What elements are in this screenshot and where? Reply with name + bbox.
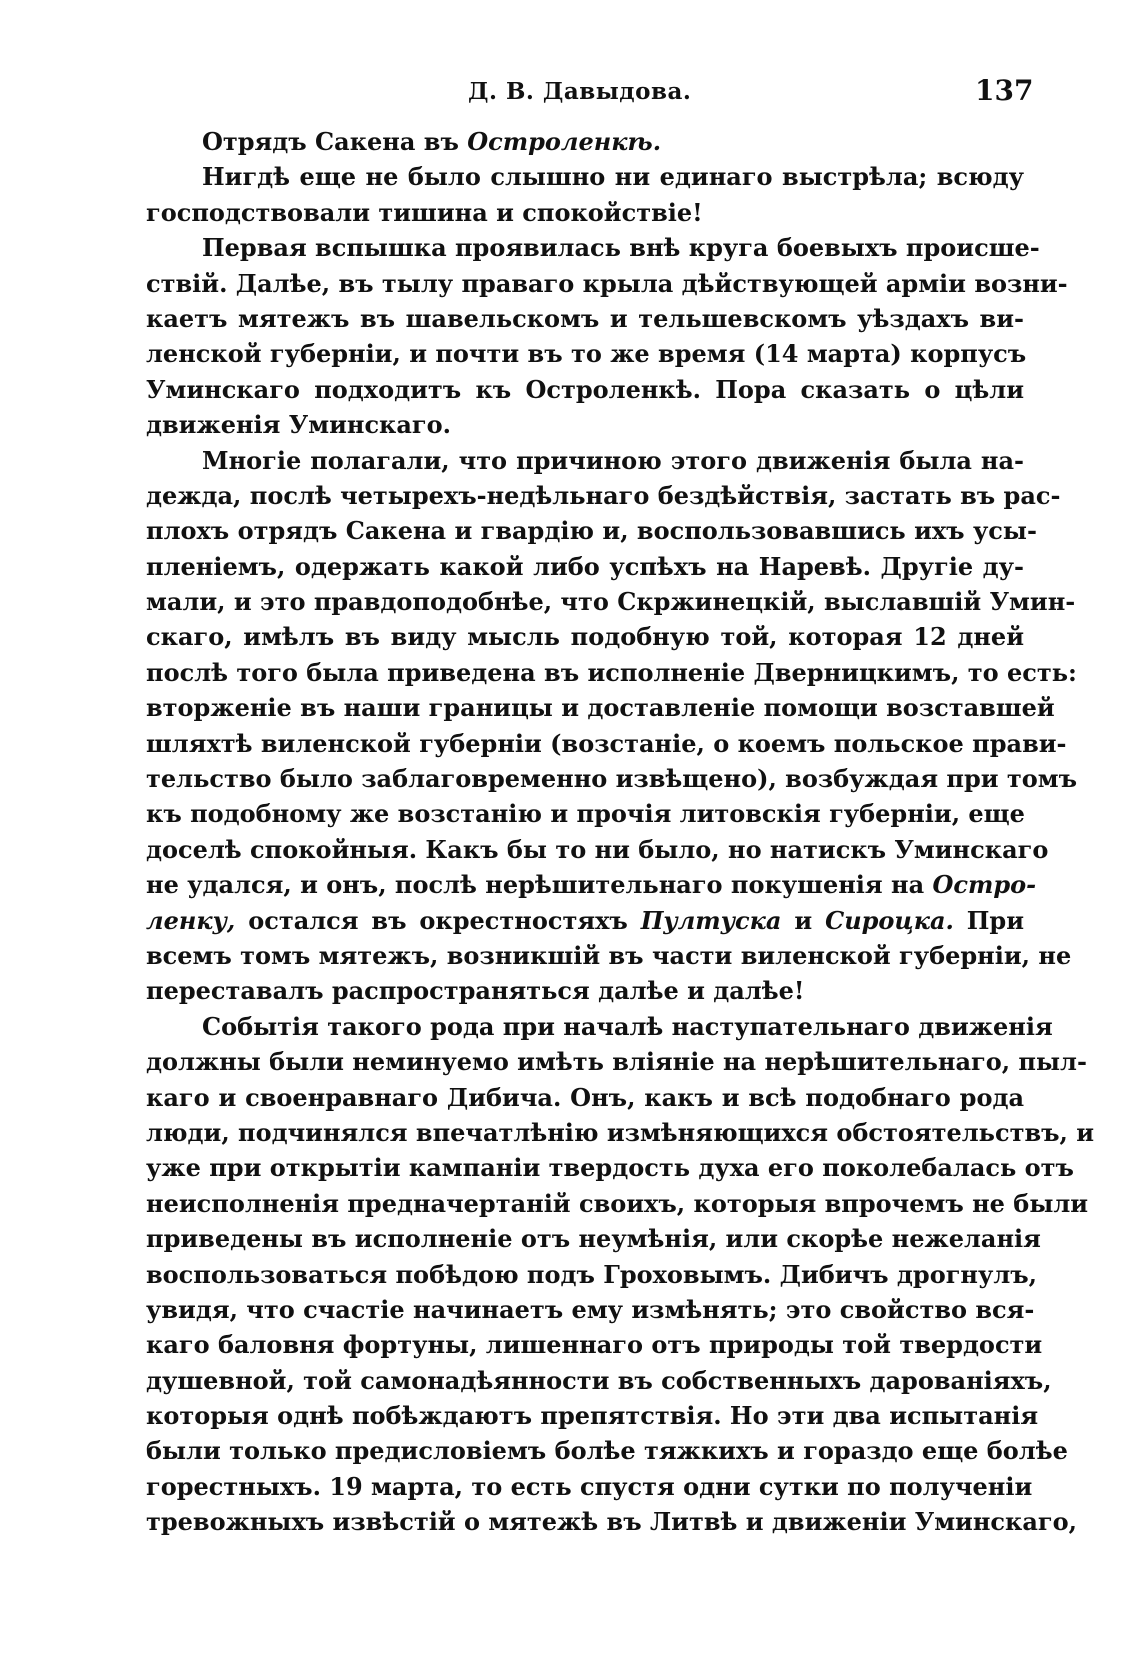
text-line: увидя, что счастіе начинаетъ ему измѣнять; это свойство вся- [146,1294,1035,1324]
text-run: не удался, и онъ, послѣ нерѣшительнаго покушенія на [146,870,933,900]
text-line: вторженіе въ наши границы и доставленіе помощи возставшей [146,693,1055,723]
text-line: тельство было заблаговременно извѣщено), возбуждая при томъ [146,764,1078,794]
text-line: переставалъ распространяться далѣе и далѣе! [146,976,805,1006]
text-line: дежда, послѣ четырехъ-недѣльнаго бездѣйствія, застать въ рас- [146,480,1061,510]
text-line: господствовали тишина и спокойствіе! [146,197,703,227]
text-line [146,124,1024,159]
text-line: пленіемъ, одержать какой либо успѣхъ на Наревѣ. Другіе ду- [146,551,1024,581]
text-line: Многіе полагали, что причиною этого движенія была на- [202,445,1024,475]
text-line: Событія такого рода при началѣ наступательнаго движенія [202,1011,1053,1041]
page-number: 137 [975,74,1034,107]
italic-place: Остро- [932,870,1037,900]
text-line: должны были неминуемо имѣть вліяніе на нерѣшительнаго, пыл- [146,1047,1087,1077]
running-head [0,64,1140,107]
text-run: При [953,905,1025,935]
text-line: мали, и это правдоподобнѣе, что Скржинецкій, выславшій Умин- [146,587,1076,617]
text-line: неисполненія предначертаній своихъ, которыя впрочемъ не были [146,1188,1089,1218]
text-line [146,867,1037,902]
text-run: и [781,905,826,935]
text-line: которыя однѣ побѣждаютъ препятствія. Но эти два испытанія [146,1401,1039,1431]
text-line: всемъ томъ мятежъ, возникшій въ части виленской губерніи, не [146,940,1072,970]
text-line: скаго, имѣлъ въ виду мысль подобную той, которая 12 дней [146,622,1024,652]
italic-place: Сироцка. [825,905,954,935]
text-line: приведены въ исполненіе отъ неумѣнія, или скорѣе нежеланія [146,1224,1041,1254]
text-line: шляхтѣ виленской губерніи (возстаніе, о коемъ польское прави- [146,728,1067,758]
text-line: душевной, той самонадѣянности въ собственныхъ дарованіяхъ, [146,1365,1052,1395]
text-line: движенія Уминскаго. [146,410,452,440]
running-title: Д. В. Давыдова. [468,78,692,105]
text-line: люди, подчинялся впечатлѣнію измѣняющихся обстоятельствъ, и [146,1117,1095,1147]
heading-text: Отрядъ Сакена въ [202,127,468,156]
italic-place: Остроленкѣ. [467,127,662,156]
text-run: остался въ окрестностяхъ [235,905,641,935]
text-line: Нигдѣ еще не было слышно ни единаго выстрѣла; всюду [202,162,1024,192]
text-line: уже при открытіи кампаніи твердость духа его поколебалась отъ [146,1153,1074,1183]
italic-place: ленку, [146,905,236,935]
text-line [146,903,1024,938]
text-line: доселѣ спокойныя. Какъ бы то ни было, но натискъ Уминскаго [146,834,1049,864]
text-line: Уминскаго подходитъ къ Остроленкѣ. Пора сказать о цѣли [146,374,1024,404]
text-line: ствій. Далѣе, въ тылу праваго крыла дѣйствующей арміи возни- [146,268,1068,298]
text-line: горестныхъ. 19 марта, то есть спустя одни сутки по полученіи [146,1471,1033,1501]
page-body [146,124,1095,1594]
text-line: каетъ мятежъ въ шавельскомъ и тельшевскомъ уѣздахъ ви- [146,303,1024,333]
text-line: были только предисловіемъ болѣе тяжкихъ и гораздо еще болѣе [146,1436,1068,1466]
italic-place: Пултуска [640,905,782,935]
text-line: тревожныхъ извѣстій о мятежѣ въ Литвѣ и движеніи Уминскаго, [146,1507,1077,1537]
text-line: каго и своенравнаго Дибича. Онъ, какъ и всѣ подобнаго рода [146,1082,1024,1112]
text-line: къ подобному же возстанію и прочія литовскія губерніи, еще [146,799,1025,829]
text-line: послѣ того была приведена въ исполненіе Дверницкимъ, то есть: [146,657,1077,687]
text-line: плохъ отрядъ Сакена и гвардію и, воспользовавшись ихъ усы- [146,516,1037,546]
text-line: воспользоваться побѣдою подъ Гроховымъ. Дибичъ дрогнулъ, [146,1259,1038,1289]
text-line: Первая вспышка проявилась внѣ круга боевыхъ происше- [202,233,1040,263]
text-line: каго баловня фортуны, лишеннаго отъ природы той твердости [146,1330,1043,1360]
text-line: ленской губерніи, и почти въ то же время (14 марта) корпусъ [146,339,1027,369]
